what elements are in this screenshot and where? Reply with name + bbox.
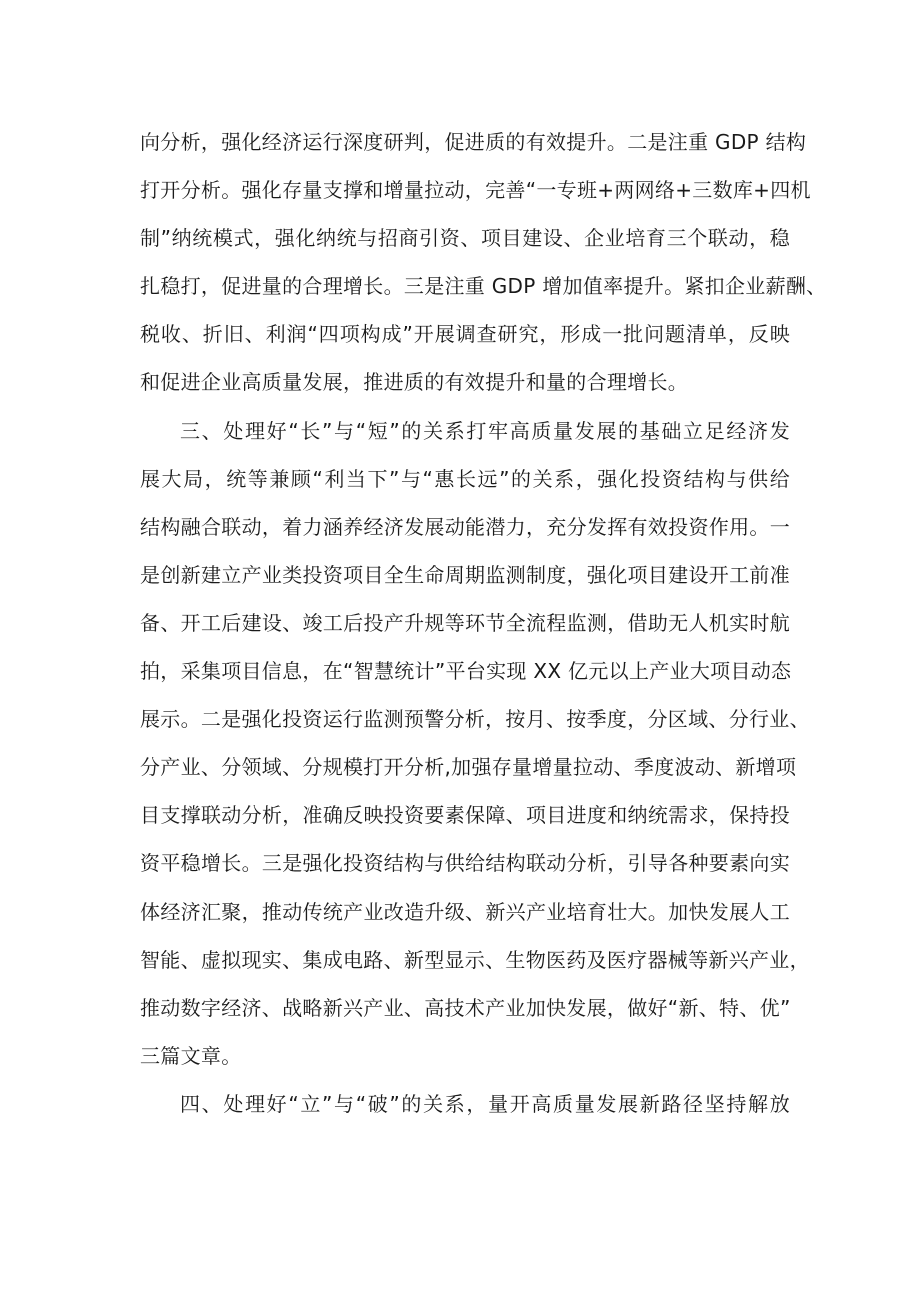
paragraph-line: 扎稳打，促进量的合理增长。三是注重 GDP 增加值率提升。紧扣企业薪酬、 [140, 274, 827, 299]
paragraph-line: 体经济汇聚，推动传统产业改造升级、新兴产业培育壮大。加快发展人工 [140, 899, 790, 924]
paragraph-line: 打开分析。强化存量支撑和增量拉动，完善“一专班+两网络+三数库+四机 [140, 178, 811, 203]
section-heading-line: 四、处理好“立”与“破”的关系，量开高质量发展新路径坚持解放 [180, 1091, 790, 1116]
paragraph-line: 备、开工后建设、竣工后投产升规等环节全流程监测，借助无人机实时航 [140, 610, 790, 635]
paragraph-line: 结构融合联动，着力涵养经济发展动能潜力，充分发挥有效投资作用。一 [140, 514, 790, 539]
paragraph-line: 向分析，强化经济运行深度研判，促进质的有效提升。二是注重 GDP 结构 [140, 130, 807, 154]
paragraph-line: 资平稳增长。三是强化投资结构与供给结构联动分析，引导各种要素向实 [140, 851, 790, 876]
paragraph-line: 税收、折旧、利润“四项构成”开展调查研究，形成一批问题清单，反映 [140, 322, 790, 347]
paragraph-line: 是创新建立产业类投资项目全生命周期监测制度，强化项目建设开工前准 [140, 562, 790, 587]
body-text [140, 118, 827, 1128]
paragraph-line: 制”纳统模式，强化纳统与招商引资、项目建设、企业培育三个联动，稳 [140, 226, 790, 251]
paragraph-line: 和促进企业高质量发展，推进质的有效提升和量的合理增长。 [140, 370, 689, 395]
section-heading-line: 三、处理好“长”与“短”的关系打牢高质量发展的基础立足经济发 [180, 418, 790, 443]
paragraph-line: 展大局，统等兼顾“利当下”与“惠长远”的关系，强化投资结构与供给 [140, 466, 790, 491]
paragraph-line: 目支撑联动分析，准确反映投资要素保障、项目进度和纳统需求，保持投 [140, 803, 790, 828]
paragraph-line: 推动数字经济、战略新兴产业、高技术产业加快发展，做好“新、特、优” [140, 995, 791, 1020]
paragraph-line: 拍，采集项目信息，在“智慧统计”平台实现 XX 亿元以上产业大项目动态 [140, 659, 792, 684]
paragraph-line: 分产业、分领域、分规模打开分析,加强存量增量拉动、季度波动、新增项 [140, 755, 797, 780]
paragraph-line: 三篇文章。 [140, 1043, 242, 1068]
paragraph-line: 展示。二是强化投资运行监测预警分析，按月、按季度，分区域、分行业、 [140, 707, 810, 732]
paragraph-line: 智能、虚拟现实、集成电路、新型显示、生物医药及医疗器械等新兴产业， [140, 947, 810, 972]
